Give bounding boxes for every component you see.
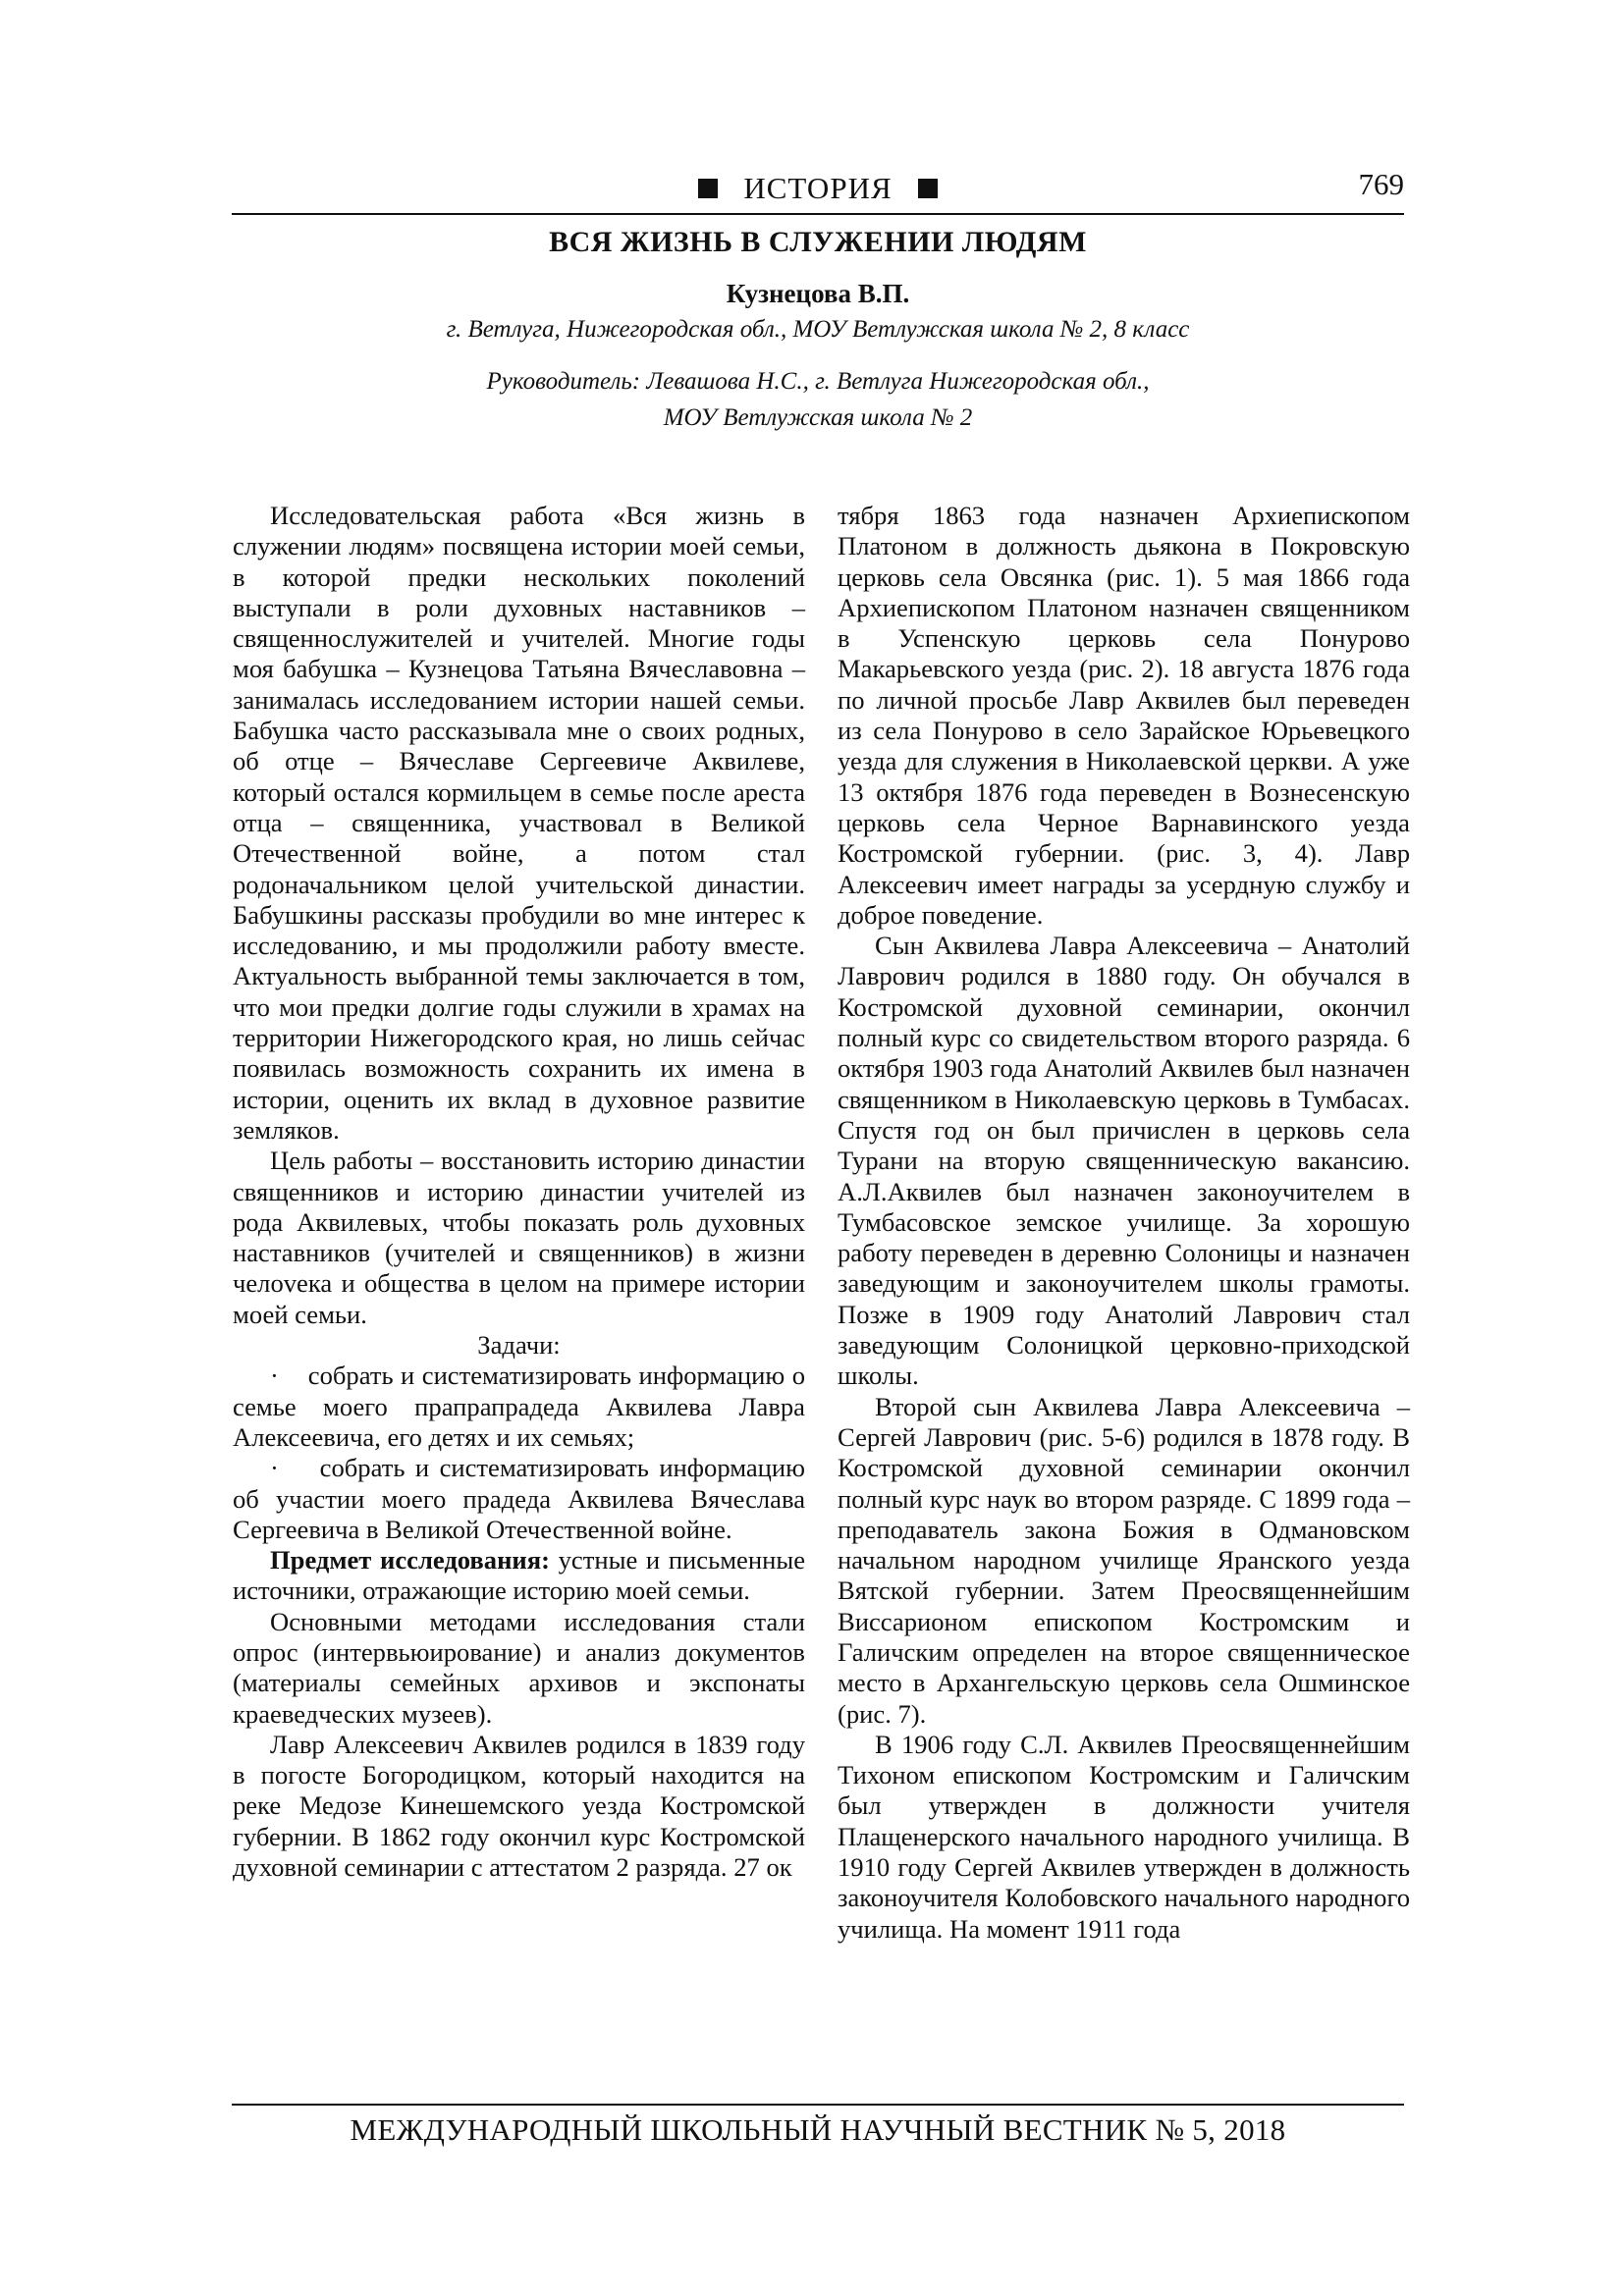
running-header xyxy=(232,167,1404,212)
paragraph: Лавр Алексеевич Аквилев родился в 1839 году в погосте Богородицком, который находится на реке Медозе Кинешемского уезда Костромской губернии. В 1862 году окончил курс Костромской духовной семинарии с аттестатом 2 разряда. 27 ок xyxy=(233,1729,805,1883)
author-affiliation: г. Ветлуга, Нижегородская обл., МОУ Ветлужская школа № 2, 8 класс xyxy=(446,316,1190,343)
subject-text: устные и письменные источники, отражающие историю моей семьи. xyxy=(233,1545,805,1606)
article-title: ВСЯ ЖИЗНЬ В СЛУЖЕНИИ ЛЮДЯМ xyxy=(549,226,1087,258)
paragraph: Второй сын Аквилева Лавра Алексеевича – Сергей Лаврович (рис. 5-6) родился в 1878 году. В Костромской духовной семинарии окончил полный курс наук во втором разряде. С 1899 года – преподаватель закона Божия в Одмановском начальном народном училище Яранского уезда Вятской губернии. Затем Преосвященнейшим Виссарионом епископом Костромским и Галичским определен на второе священническое место в Архангельскую церковь села Ошминское (рис. 7). xyxy=(838,1391,1410,1729)
task-item: · собрать и систематизировать информацию о семье моего прапрапрадеда Аквилева Лавра Алексеевича, его детях и их семьях; xyxy=(233,1361,805,1452)
left-column xyxy=(233,501,805,1883)
section-label: ИСТОРИЯ xyxy=(743,171,893,205)
subject-label: Предмет исследования: xyxy=(270,1545,550,1575)
paragraph: Основными методами исследования стали опрос (интервьюирование) и анализ документов (материалы семейных архивов и экспонаты краеведческих музеев). xyxy=(233,1606,805,1729)
paragraph: тября 1863 года назначен Архиепископом Платоном в должность дьякона в Покровскую церковь села Овсянка (рис. 1). 5 мая 1866 года Архиепископом Платоном назначен священником в Успенскую церковь села Понурово Макарьевского уезда (рис. 2). 18 августа 1876 года по личной просьбе Лавр Аквилев был переведен из села Понурово в село Зарайское Юрьевецкого уезда для служения в Николаевской церкви. А уже 13 октября 1876 года переведен в Вознесенскую церковь села Черное Варнавинского уезда Костромской губернии. (рис. 3, 4). Лавр Алексеевич имеет награды за усердную службу и доброе поведение. xyxy=(838,501,1410,930)
supervisor-info xyxy=(232,363,1404,436)
task-item: · собрать и систематизировать информацию об участии моего прадеда Аквилева Вячеслава Сергеевича в Великой Отечественной войне. xyxy=(233,1453,805,1544)
paragraph: Сын Аквилева Лавра Алексеевича – Анатолий Лаврович родился в 1880 году. Он обучался в Костромской духовной семинарии, окончил полный курс со свидетельством второго разряда. 6 октября 1903 года Анатолий Аквилев был назначен священником в Николаевскую церковь в Тумбасах. Спустя год он был причислен в церковь села Турани на вторую священническую вакансию. А.Л.Аквилев был назначен законоучителем в Тумбасовское земское училище. За хорошую работу переведен в деревню Солоницы и назначен заведующим и законоучителем школы грамоты. Позже в 1909 году Анатолий Лаврович стал заведующим Солоницкой церковно-приходской школы. xyxy=(838,931,1410,1391)
header-rule xyxy=(232,213,1404,215)
tasks-heading: Задачи: xyxy=(477,1330,561,1361)
paragraph: В 1906 году С.Л. Аквилев Преосвященнейшим Тихоном епископом Костромским и Галичским был утвержден в должности учителя Плащенерского начального народного училища. В 1910 году Сергей Аквилев утвержден в должность законоучителя Колобовского начального народного училища. На момент 1911 года xyxy=(838,1729,1410,1944)
supervisor-line: Руководитель: Левашова Н.С., г. Ветлуга Нижегородская обл., xyxy=(486,368,1150,395)
paragraph: Исследовательская работа «Вся жизнь в служении людям» посвящена истории моей семьи, в которой предки нескольких поколений выступали в роли духовных наставников – священнослужителей и учителей. Многие годы моя бабушка – Кузнецова Татьяна Вячеславовна – занималась исследованием истории нашей семьи. Бабушка часто рассказывала мне о своих родных, об отце – Вячеславе Сергеевиче Аквилеве, который остался кормильцем в семье после ареста отца – священника, участвовал в Великой Отечественной войне, а потом стал родоначальником целой учительской династии. Бабушкины рассказы пробудили во мне интерес к исследованию, и мы продолжили работу вместе. Актуальность выбранной темы заключается в том, что мои предки долгие годы служили в храмах на территории Нижегородского края, но лишь сейчас появилась возможность сохранить их имена в истории, оценить их вклад в духовное развитие земляков. xyxy=(233,501,805,1145)
square-bullet-icon xyxy=(698,179,718,198)
supervisor-line: МОУ Ветлужская школа № 2 xyxy=(663,404,973,431)
section-heading xyxy=(232,171,1404,206)
right-column xyxy=(838,501,1410,1945)
paragraph xyxy=(233,1545,805,1607)
article-author: Кузнецова В.П. xyxy=(726,279,910,308)
journal-footer: МЕЖДУНАРОДНЫЙ ШКОЛЬНЫЙ НАУЧНЫЙ ВЕСТНИК № 5, 2018 xyxy=(350,2112,1286,2147)
paragraph: Цель работы – восстановить историю династии священников и историю династии учителей из рода Аквилевых, чтобы показать роль духовных наставников (учителей и священников) в жизни челоvека и общества в целом на примере истории моей семьи. xyxy=(233,1146,805,1329)
square-bullet-icon xyxy=(918,179,938,198)
footer-rule xyxy=(232,2104,1404,2106)
page-number: 769 xyxy=(1358,167,1404,201)
